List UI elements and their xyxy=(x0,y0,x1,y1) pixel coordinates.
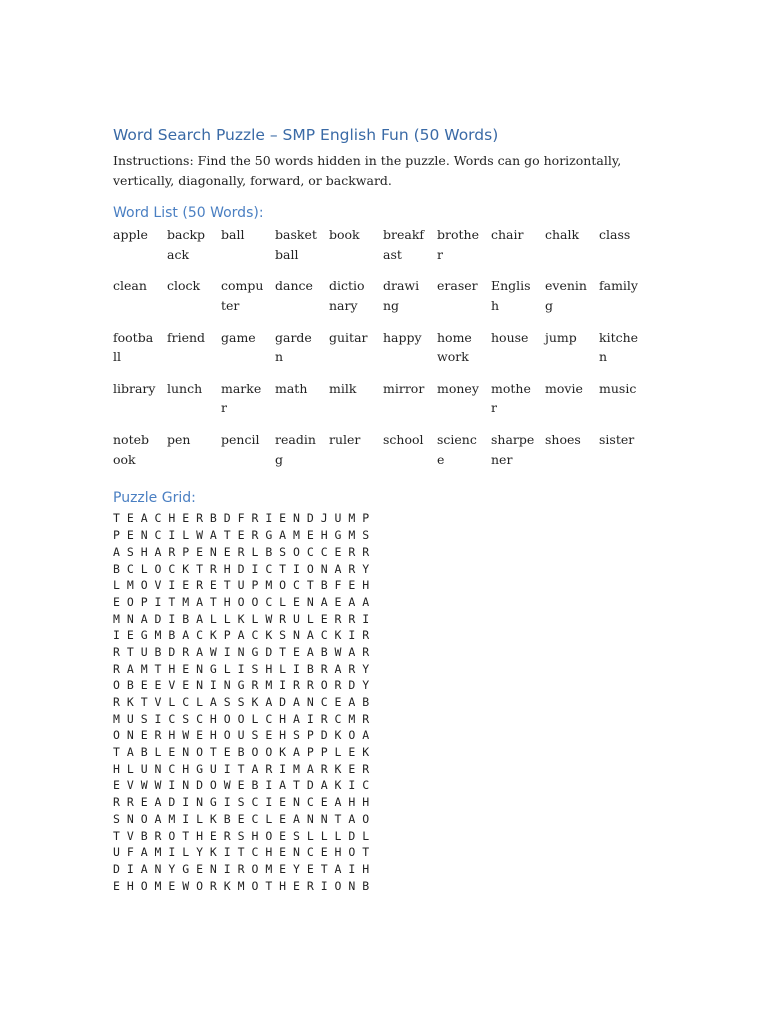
word-list-heading: Word List (50 Words): xyxy=(113,205,264,221)
grid-row: O N E R H W E H O U S E H S P D K O A xyxy=(113,728,370,743)
word-list-item: basket ball xyxy=(275,227,317,262)
grid-row: R K T V L C L A S S K A D A N C E A B xyxy=(113,695,370,710)
grid-row: E V W W I N D O W E B I A T D A K I C xyxy=(113,778,370,793)
word-list-item: book xyxy=(329,227,360,242)
puzzle-grid-heading: Puzzle Grid: xyxy=(113,490,196,507)
word-list-item: dance xyxy=(275,278,313,294)
grid-row: R R E A D I N G I S C I E N C E A H H xyxy=(113,795,370,810)
word-list-item: sharpe ner xyxy=(491,432,535,467)
word-list-item: music xyxy=(599,380,637,396)
word-list-item: clean xyxy=(113,278,147,294)
grid-row: L M O V I E R E T U P M O C T B F E H xyxy=(113,578,370,593)
grid-row: R A M T H E N G L I S H L I B R A R Y xyxy=(113,661,370,676)
grid-row: D I A N Y G E N I R O M E Y E T A I H xyxy=(113,861,370,876)
grid-row: E H O M E W O R K M O T H E R I O N B xyxy=(113,878,370,893)
word-list-item: chalk xyxy=(545,227,580,242)
grid-row: U F A M I L Y K I T C H E N C E H O T xyxy=(113,845,370,860)
word-list-item: evenin g xyxy=(545,278,587,313)
word-list-item: school xyxy=(383,432,424,448)
word-list-item: class xyxy=(599,227,631,242)
word-list-item: mirror xyxy=(383,380,425,396)
word-list-item: clock xyxy=(167,278,201,294)
word-list-item: family xyxy=(599,278,638,294)
word-list-item: garde n xyxy=(275,329,312,365)
word-list-item: house xyxy=(491,329,529,345)
word-list-item: math xyxy=(275,380,308,396)
word-list-item: chair xyxy=(491,227,524,242)
word-list-item: Englis h xyxy=(491,278,531,313)
word-list-table xyxy=(113,225,653,481)
grid-row: M N A D I B A L L K L W R U L E R R I xyxy=(113,611,370,626)
word-list-item: noteb ook xyxy=(113,432,149,467)
word-list-item: marke r xyxy=(221,380,262,416)
grid-row: H L U N C H G U I T A R I M A R K E R xyxy=(113,761,370,776)
word-list-item: mothe r xyxy=(491,380,531,416)
grid-row: E O P I T M A T H O O C L E N A E A A xyxy=(113,594,370,609)
grid-row: P E N C I L W A T E R G A M E H G M S xyxy=(113,528,370,543)
word-list-item: breakf ast xyxy=(383,227,425,262)
word-list-item: compu ter xyxy=(221,278,264,313)
document-page xyxy=(113,125,653,894)
grid-row: B C L O C K T R H D I C T I O N A R Y xyxy=(113,561,370,576)
word-list-item: lunch xyxy=(167,380,203,396)
word-list-item: home work xyxy=(437,329,472,365)
word-list-item: shoes xyxy=(545,432,581,448)
grid-row: R T U B D R A W I N G D T E A B W A R xyxy=(113,644,370,659)
word-list-item: ruler xyxy=(329,432,361,448)
instructions-text: Instructions: Find the 50 words hidden in the puzzle. Words can go horizontally, vertically, diagonally, forward, or backward. xyxy=(113,153,622,188)
word-list-item: money xyxy=(437,380,479,396)
grid-row: T E A C H E R B D F R I E N D J U M P xyxy=(113,511,370,526)
word-list-item: backp ack xyxy=(167,227,206,262)
word-list-item: pen xyxy=(167,432,191,448)
word-list-item: library xyxy=(113,380,156,396)
word-list-item: kitche n xyxy=(599,329,639,365)
grid-row: S N O A M I L K B E C L E A N N T A O xyxy=(113,811,370,826)
word-list-item: ball xyxy=(221,227,245,242)
word-list-item: pencil xyxy=(221,432,260,448)
word-list-item: sister xyxy=(599,432,635,448)
puzzle-grid xyxy=(113,510,653,894)
word-list-item: milk xyxy=(329,380,357,396)
grid-row: M U S I C S C H O O L C H A I R C M R xyxy=(113,711,370,726)
word-list-item: movie xyxy=(545,380,583,396)
word-list-item: footba ll xyxy=(113,329,154,365)
grid-row: T A B L E N O T E B O O K A P P L E K xyxy=(113,745,370,760)
word-list-item: readin g xyxy=(275,432,316,467)
page-title: Word Search Puzzle – SMP English Fun (50 Words) xyxy=(113,126,499,144)
grid-row: A S H A R P E N E R L B S O C C E R R xyxy=(113,544,370,559)
word-list-item: game xyxy=(221,329,256,345)
word-list-item: friend xyxy=(167,329,206,345)
word-list-item: eraser xyxy=(437,278,478,294)
word-list-item: guitar xyxy=(329,329,368,345)
word-list-item: brothe r xyxy=(437,227,479,262)
grid-row: T V B R O T H E R S H O E S L L L D L xyxy=(113,828,370,843)
word-list-item: apple xyxy=(113,227,148,242)
word-list-item: happy xyxy=(383,329,422,345)
word-list-item: drawi ng xyxy=(383,278,420,313)
word-list-item: dictio nary xyxy=(329,278,365,313)
grid-row: I E G M B A C K P A C K S N A C K I R xyxy=(113,628,370,643)
word-list-item: scienc e xyxy=(437,432,477,467)
word-list-item: jump xyxy=(545,329,577,345)
grid-row: O B E E V E N I N G R M I R R O R D Y xyxy=(113,678,370,693)
